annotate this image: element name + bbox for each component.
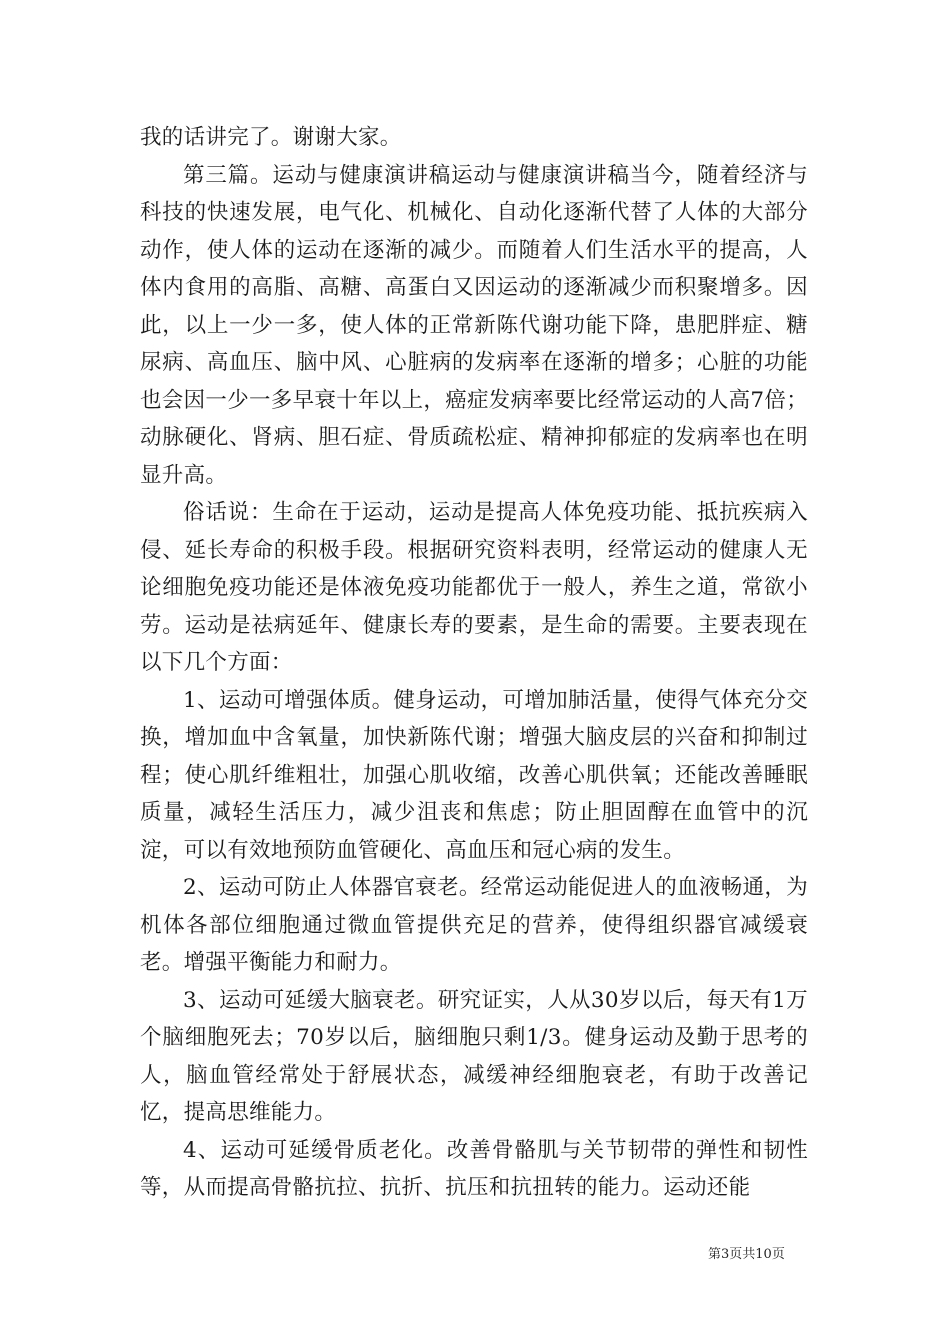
paragraph-point-1: 1、运动可增强体质。健身运动，可增加肺活量，使得气体充分交换，增加血中含氧量，加快新陈代谢；增强大脑皮层的兴奋和抑制过程；使心肌纤维粗壮，加强心肌收缩，改善心肌供氧；还能改善睡眠质量，减轻生活压力，减少沮丧和焦虑；防止胆固醇在血管中的沉淀，可以有效地预防血管硬化、高血压和冠心病的发生。: [140, 687, 808, 863]
paragraph-closing: 我的话讲完了。谢谢大家。: [140, 125, 402, 150]
paragraph-point-3: 3、运动可延缓大脑衰老。研究证实，人从30岁以后，每天有1万个脑细胞死去；70岁以后，脑细胞只剩1/3。健身运动及勤于思考的人，脑血管经常处于舒展状态，减缓神经细胞衰老，有助于改善记忆，提高思维能力。: [140, 987, 808, 1125]
paragraph-proverb: 俗话说：生命在于运动，运动是提高人体免疫功能、抵抗疾病入侵、延长寿命的积极手段。根据研究资料表明，经常运动的健康人无论细胞免疫功能还是体液免疫功能都优于一般人，养生之道，常欲小劳。运动是祛病延年、健康长寿的要素，是生命的需要。主要表现在以下几个方面：: [140, 500, 808, 675]
paragraph-intro: 第三篇。运动与健康演讲稿运动与健康演讲稿当今，随着经济与科技的快速发展，电气化、机械化、自动化逐渐代替了人体的大部分动作，使人体的运动在逐渐的减少。而随着人们生活水平的提高，人体内食用的高脂、高糖、高蛋白又因运动的逐渐减少而积聚增多。因此，以上一少一多，使人体的正常新陈代谢功能下降，患肥胖症、糖尿病、高血压、脑中风、心脏病的发病率在逐渐的增多；心脏的功能也会因一少一多早衰十年以上，癌症发病率要比经常运动的人高7倍；动脉硬化、肾病、胆石症、骨质疏松症、精神抑郁症的发病率也在明显升高。: [140, 162, 808, 488]
paragraph-point-4: 4、运动可延缓骨质老化。改善骨骼肌与关节韧带的弹性和韧性等，从而提高骨骼抗拉、抗折、抗压和抗扭转的能力。运动还能: [140, 1137, 808, 1200]
document-body: [140, 119, 808, 1207]
paragraph-point-2: 2、运动可防止人体器官衰老。经常运动能促进人的血液畅通，为机体各部位细胞通过微血管提供充足的营养，使得组织器官减缓衰老。增强平衡能力和耐力。: [140, 875, 808, 975]
page-number: 第3页共10页: [708, 1247, 785, 1262]
